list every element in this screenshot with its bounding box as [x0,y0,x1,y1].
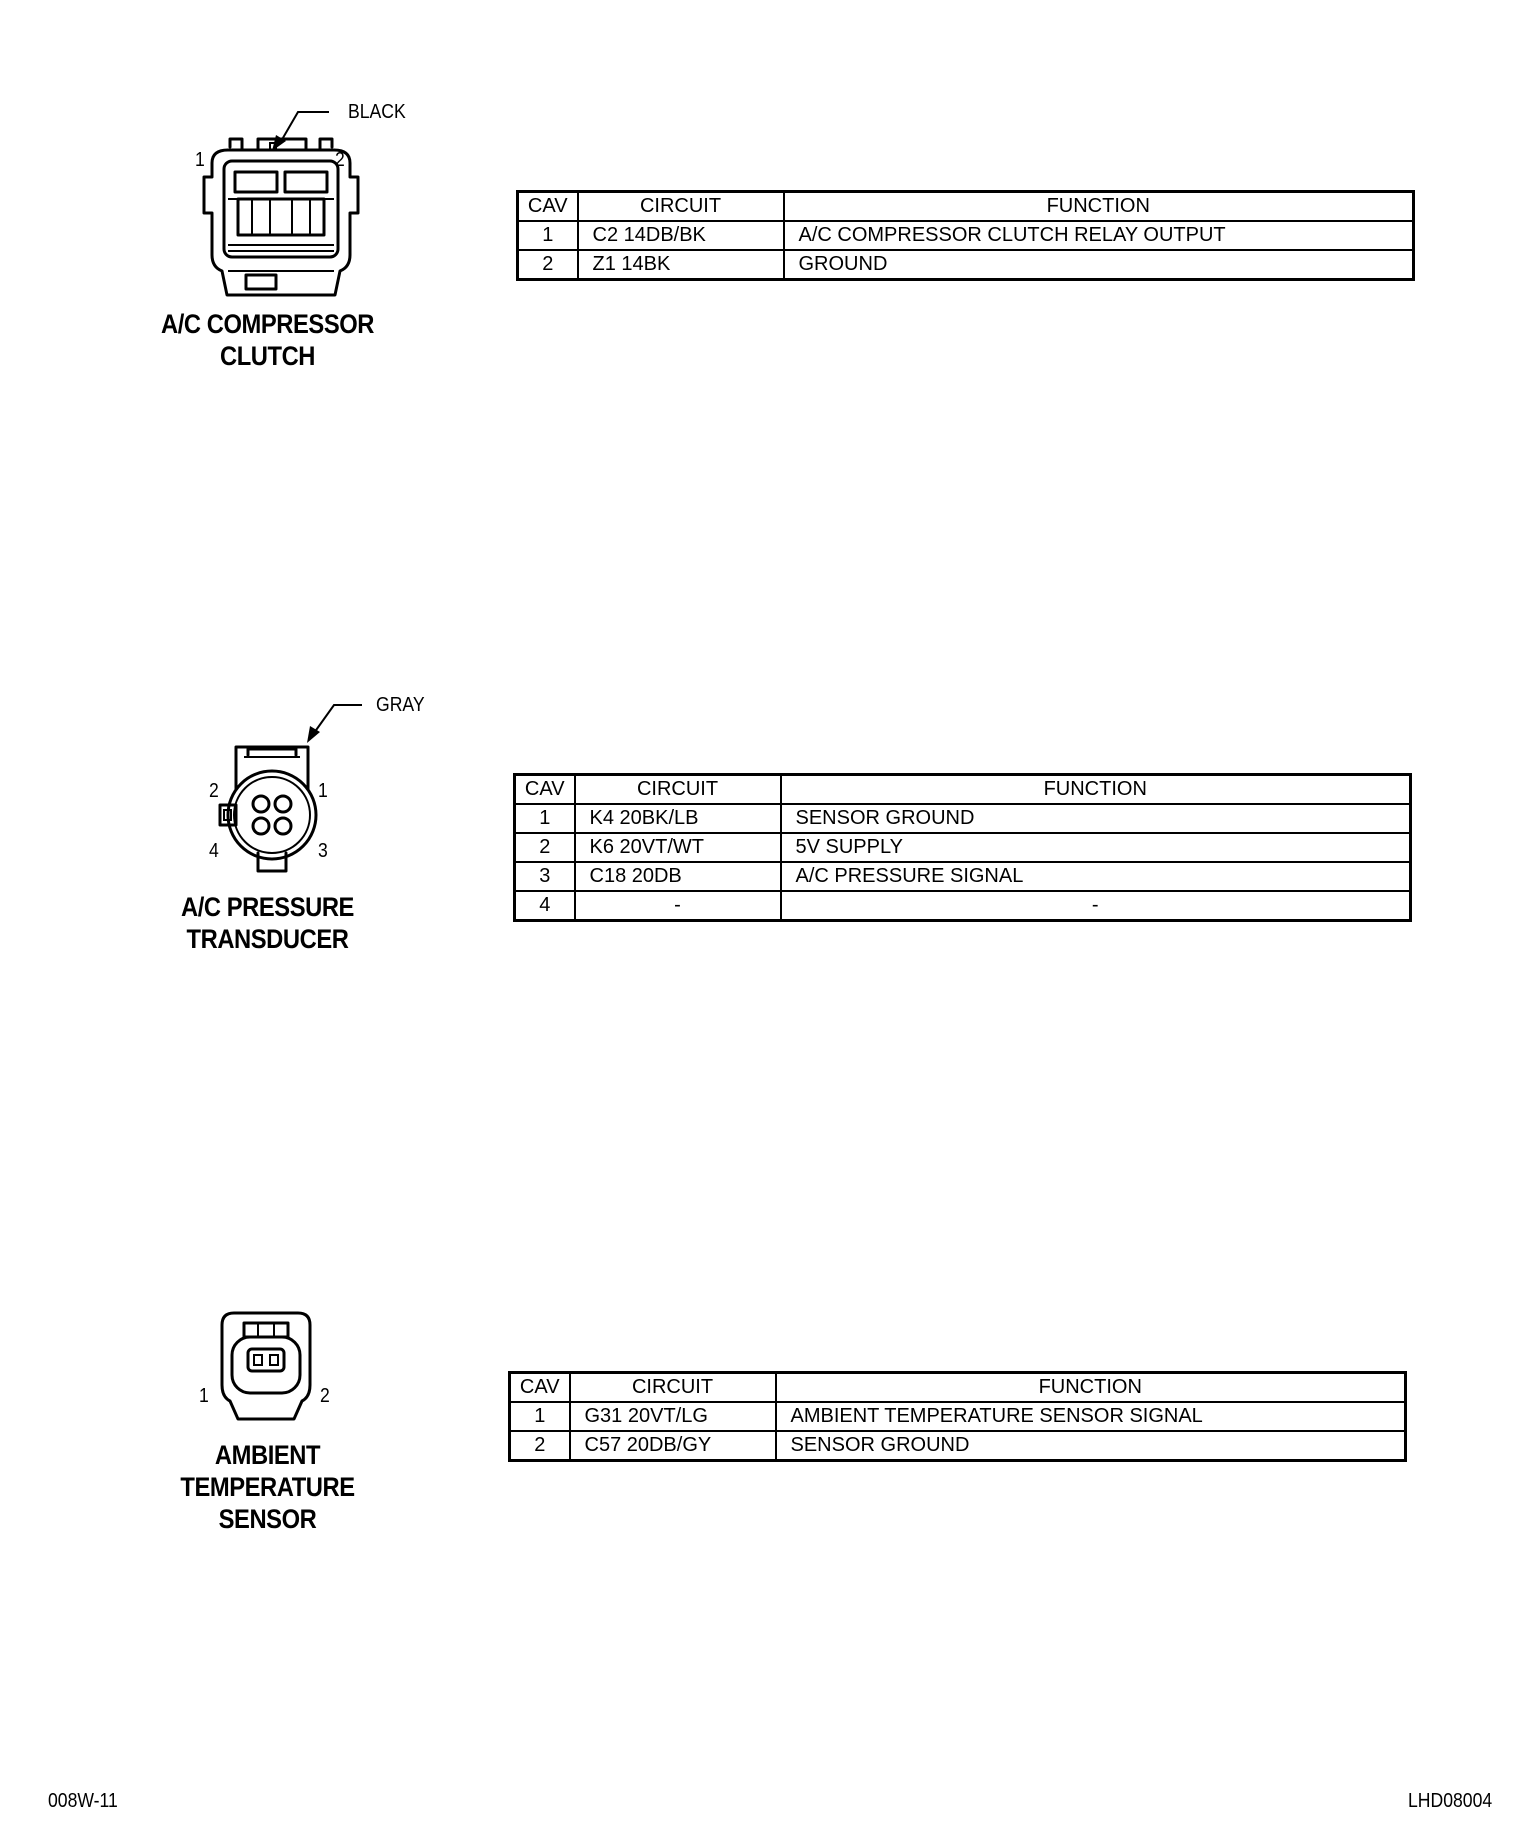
table-header-function: FUNCTION [781,775,1411,805]
table-header-cav: CAV [518,192,578,222]
pin-table-ac-compressor-clutch [516,190,1415,281]
function-cell: 5V SUPPLY [781,833,1411,862]
table-header-function: FUNCTION [784,192,1414,222]
table-header-cav: CAV [515,775,575,805]
circuit-cell: Z1 14BK [578,250,784,280]
table-header-circuit: CIRCUIT [578,192,784,222]
pin-label: 2 [320,1385,330,1407]
table-row [510,1402,1406,1431]
connector-name-line: A/C PRESSURE [181,892,354,922]
pin-table-ac-pressure-transducer [513,773,1412,922]
table-header-circuit: CIRCUIT [575,775,781,805]
function-cell: SENSOR GROUND [776,1431,1406,1461]
function-cell: A/C COMPRESSOR CLUTCH RELAY OUTPUT [784,221,1414,250]
table-row [518,221,1414,250]
pin-label: 1 [199,1385,209,1407]
circuit-cell: G31 20VT/LG [570,1402,776,1431]
connector-color-label: BLACK [348,101,406,123]
connector-name-line: CLUTCH [219,341,316,371]
function-cell: - [781,891,1411,921]
table-row [510,1431,1406,1461]
circuit-cell: C2 14DB/BK [578,221,784,250]
function-cell: GROUND [784,250,1414,280]
connector-name-line: AMBIENT [214,1440,321,1470]
pin-label: 2 [209,780,219,802]
function-cell: A/C PRESSURE SIGNAL [781,862,1411,891]
circuit-cell: K4 20BK/LB [575,804,781,833]
figure-code: LHD08004 [1408,1790,1493,1812]
function-cell: AMBIENT TEMPERATURE SENSOR SIGNAL [776,1402,1406,1431]
circuit-cell: - [575,891,781,921]
connector-name [147,891,389,955]
cav-cell: 1 [515,804,575,833]
pin-label: 3 [318,840,328,862]
table-row [515,862,1411,891]
cav-cell: 2 [518,250,578,280]
table-header-row [510,1373,1406,1403]
ambient-temperature-sensor-connector-icon [210,1305,330,1435]
pin-table-ambient-temperature-sensor [508,1371,1407,1462]
cav-cell: 2 [515,833,575,862]
circuit-cell: C18 20DB [575,862,781,891]
connector-name-line: A/C COMPRESSOR [161,309,374,339]
function-cell: SENSOR GROUND [781,804,1411,833]
connector-name-line: SENSOR [218,1504,317,1534]
pin-label: 1 [318,780,328,802]
table-header-row [518,192,1414,222]
table-row [515,833,1411,862]
page-code: 008W-11 [48,1790,118,1812]
table-header-cav: CAV [510,1373,570,1403]
pin-label: 2 [335,149,345,171]
table-header-function: FUNCTION [776,1373,1406,1403]
cav-cell: 1 [518,221,578,250]
table-header-circuit: CIRCUIT [570,1373,776,1403]
table-row [518,250,1414,280]
connector-name [147,308,389,372]
cav-cell: 3 [515,862,575,891]
cav-cell: 4 [515,891,575,921]
table-header-row [515,775,1411,805]
table-row [515,804,1411,833]
connector-name-line: TRANSDUCER [186,924,349,954]
connector-color-label: GRAY [376,694,425,716]
cav-cell: 2 [510,1431,570,1461]
pin-label: 1 [195,149,205,171]
connector-name-line: TEMPERATURE [180,1472,355,1502]
circuit-cell: C57 20DB/GY [570,1431,776,1461]
pin-label: 4 [209,840,219,862]
table-row [515,891,1411,921]
circuit-cell: K6 20VT/WT [575,833,781,862]
ac-compressor-clutch-connector-icon [180,95,400,305]
connector-name [147,1439,389,1535]
cav-cell: 1 [510,1402,570,1431]
